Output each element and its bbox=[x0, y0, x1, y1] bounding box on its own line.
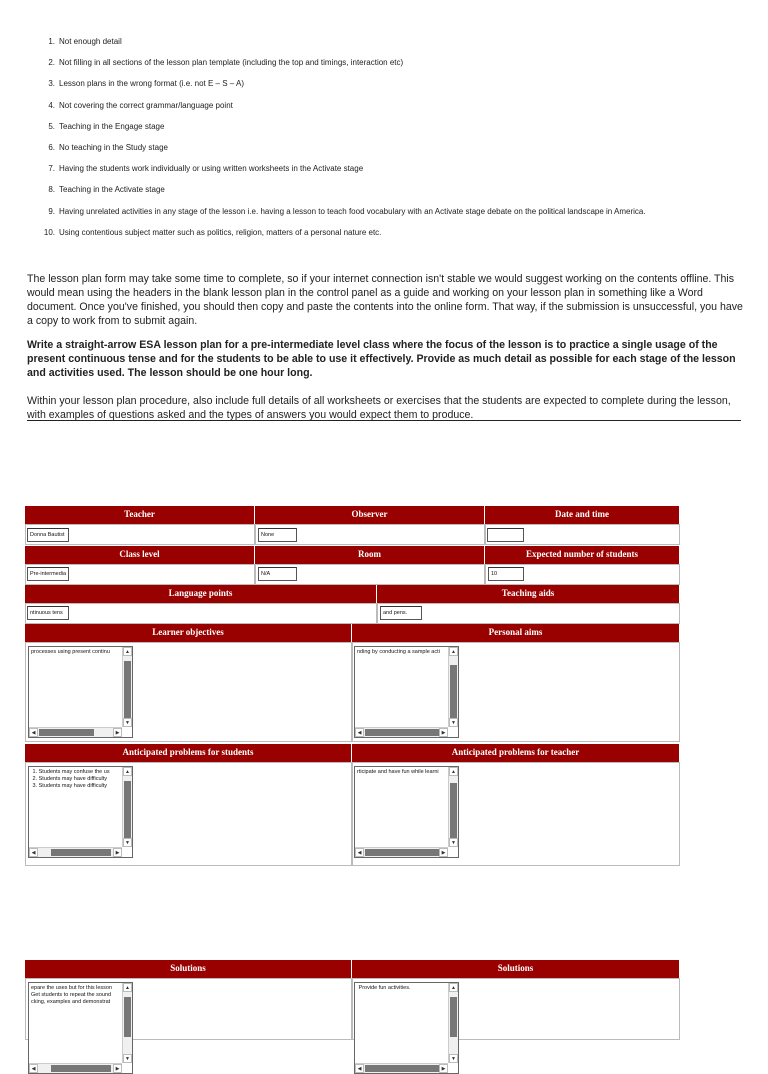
expected-students-input[interactable]: 10 bbox=[488, 567, 524, 581]
language-points-header: Language points bbox=[25, 585, 376, 603]
problems-students-textarea[interactable] bbox=[28, 766, 133, 858]
scroll-right-icon[interactable]: ▶ bbox=[439, 728, 448, 737]
horizontal-scrollbar[interactable] bbox=[355, 727, 448, 737]
class-level-header: Class level bbox=[25, 546, 254, 564]
scroll-up-icon[interactable]: ▲ bbox=[123, 767, 132, 776]
horizontal-scrollbar[interactable] bbox=[29, 1063, 122, 1073]
room-header: Room bbox=[255, 546, 484, 564]
scrollbar-thumb[interactable] bbox=[450, 783, 457, 839]
scroll-right-icon[interactable]: ▶ bbox=[113, 728, 122, 737]
language-points-cell bbox=[25, 603, 377, 624]
mistake-item bbox=[28, 119, 758, 140]
mistake-text: Not filling in all sections of the lesson plan template (including the top and timings, interaction etc) bbox=[59, 58, 404, 68]
class-level-input[interactable]: Pre-intermedia bbox=[27, 567, 69, 581]
teacher-header: Teacher bbox=[25, 506, 254, 524]
mistake-item bbox=[28, 182, 758, 203]
mistake-item bbox=[28, 98, 758, 119]
scroll-down-icon[interactable]: ▼ bbox=[123, 838, 132, 847]
mistake-number: 2. bbox=[48, 58, 55, 68]
common-mistakes-list bbox=[28, 34, 758, 246]
scroll-up-icon[interactable]: ▲ bbox=[449, 767, 458, 776]
mistake-text: Not enough detail bbox=[59, 37, 122, 46]
scroll-up-icon[interactable]: ▲ bbox=[449, 647, 458, 656]
vertical-scrollbar[interactable] bbox=[122, 647, 132, 727]
mistake-text: Teaching in the Engage stage bbox=[59, 121, 165, 131]
mistake-item bbox=[28, 55, 758, 76]
scrollbar-thumb[interactable] bbox=[51, 849, 111, 856]
scrollbar-thumb[interactable] bbox=[124, 781, 131, 841]
date-time-input[interactable] bbox=[487, 528, 524, 542]
mistake-number: 5. bbox=[48, 121, 55, 131]
task-instructions: Write a straight-arrow ESA lesson plan for a pre-intermediate level class where the focus of the lesson is to practice a single usage of the present continuous tense and for the students to be able to use it effectively. Provide as much detail as possible for each stage of the lesson and activities used. The lesson should be one hour long. bbox=[27, 339, 736, 379]
mistake-item bbox=[28, 161, 758, 182]
textarea-content: Provide fun activities. bbox=[357, 985, 411, 991]
solutions-right-textarea[interactable] bbox=[354, 982, 459, 1074]
scrollbar-thumb[interactable] bbox=[124, 997, 131, 1037]
problems-teacher-textarea[interactable] bbox=[354, 766, 459, 858]
scroll-right-icon[interactable]: ▶ bbox=[439, 1064, 448, 1073]
mistake-text: Not covering the correct grammar/language point bbox=[59, 100, 233, 110]
personal-aims-textarea[interactable] bbox=[354, 646, 459, 738]
scrollbar-thumb[interactable] bbox=[450, 665, 457, 723]
mistake-item bbox=[28, 34, 758, 55]
vertical-scrollbar[interactable] bbox=[448, 767, 458, 847]
vertical-scrollbar[interactable] bbox=[122, 767, 132, 847]
mistake-number: 9. bbox=[48, 206, 55, 216]
horizontal-scrollbar[interactable] bbox=[29, 727, 122, 737]
vertical-scrollbar[interactable] bbox=[448, 647, 458, 727]
mistake-item bbox=[28, 140, 758, 161]
personal-aims-header: Personal aims bbox=[352, 624, 679, 642]
mistake-number: 6. bbox=[48, 142, 55, 152]
mistake-text: Having the students work individually or using written worksheets in the Activate stage bbox=[59, 164, 364, 174]
scrollbar-thumb[interactable] bbox=[39, 729, 94, 736]
scroll-up-icon[interactable]: ▲ bbox=[123, 647, 132, 656]
horizontal-scrollbar[interactable] bbox=[355, 1063, 448, 1073]
horizontal-scrollbar[interactable] bbox=[355, 847, 448, 857]
mistake-item bbox=[28, 204, 758, 225]
mistake-number: 10. bbox=[43, 227, 55, 237]
scrollbar-thumb[interactable] bbox=[450, 997, 457, 1037]
mistake-number: 1. bbox=[48, 37, 55, 46]
textarea-content: 1. Students may confuse the us 2. Students may have difficulty 3. Students may have difficulty bbox=[32, 769, 110, 789]
observer-header: Observer bbox=[255, 506, 484, 524]
textarea-content: epare the uses but for this lesson Get students to repeat the sound cking, examples and demonstrat bbox=[31, 985, 113, 1005]
teacher-input[interactable]: Donna Bautist bbox=[27, 528, 69, 542]
mistake-number: 4. bbox=[48, 100, 55, 110]
textarea-content: nding by conducting a sample acti bbox=[357, 649, 440, 655]
scrollbar-thumb[interactable] bbox=[365, 729, 445, 736]
expected-students-header: Expected number of students bbox=[485, 546, 679, 564]
language-points-input[interactable]: ntinuous tens bbox=[27, 606, 69, 620]
scroll-left-icon[interactable]: ◀ bbox=[355, 728, 364, 737]
teaching-aids-input[interactable]: and pens. bbox=[380, 606, 422, 620]
scroll-down-icon[interactable]: ▼ bbox=[449, 1054, 458, 1063]
scroll-down-icon[interactable]: ▼ bbox=[123, 718, 132, 727]
intro-paragraph: The lesson plan form may take some time to complete, so if your internet connection isn't stable we would suggest working on the contents offline. This would mean using the headers in the blank lesson plan in the control panel as a guide and working on your lesson plan in something like a Word document. Once you've finished, you should then copy and paste the contents into the online form. That way, if the submission is unsuccessful, you have a copy to work from to submit again. bbox=[27, 273, 743, 327]
scrollbar-thumb[interactable] bbox=[365, 1065, 441, 1072]
scroll-down-icon[interactable]: ▼ bbox=[449, 838, 458, 847]
textarea-content: rticipate and have fun while learni bbox=[357, 769, 439, 775]
learner-objectives-header: Learner objectives bbox=[25, 624, 351, 642]
solutions-left-header: Solutions bbox=[25, 960, 351, 978]
scroll-left-icon[interactable]: ◀ bbox=[355, 1064, 364, 1073]
mistake-number: 3. bbox=[48, 79, 55, 89]
scroll-down-icon[interactable]: ▼ bbox=[449, 718, 458, 727]
mistake-text: Using contentious subject matter such as politics, religion, matters of a personal nature etc. bbox=[59, 227, 382, 237]
mistake-text: Teaching in the Activate stage bbox=[59, 185, 165, 195]
scroll-right-icon[interactable]: ▶ bbox=[113, 1064, 122, 1073]
room-input[interactable]: N/A bbox=[258, 567, 297, 581]
teaching-aids-header: Teaching aids bbox=[377, 585, 679, 603]
scroll-up-icon[interactable]: ▲ bbox=[123, 983, 132, 992]
horizontal-scrollbar[interactable] bbox=[29, 847, 122, 857]
scrollbar-thumb[interactable] bbox=[51, 1065, 111, 1072]
mistake-item bbox=[28, 76, 758, 97]
scroll-right-icon[interactable]: ▶ bbox=[439, 848, 448, 857]
mistake-number: 7. bbox=[48, 164, 55, 174]
observer-input[interactable]: None bbox=[258, 528, 297, 542]
vertical-scrollbar[interactable] bbox=[122, 983, 132, 1063]
mistake-number: 8. bbox=[48, 185, 55, 195]
learner-objectives-textarea[interactable] bbox=[28, 646, 133, 738]
scroll-left-icon[interactable]: ◀ bbox=[29, 728, 38, 737]
mistake-text: Lesson plans in the wrong format (i.e. not E – S – A) bbox=[59, 79, 244, 89]
scroll-left-icon[interactable]: ◀ bbox=[29, 1064, 38, 1073]
solutions-left-textarea[interactable] bbox=[28, 982, 133, 1074]
textarea-content: processes using present continu bbox=[31, 649, 110, 655]
solutions-right-header: Solutions bbox=[352, 960, 679, 978]
scroll-right-icon[interactable]: ▶ bbox=[113, 848, 122, 857]
problems-students-header: Anticipated problems for students bbox=[25, 744, 351, 762]
scroll-left-icon[interactable]: ◀ bbox=[355, 848, 364, 857]
mistake-text: Having unrelated activities in any stage of the lesson i.e. having a lesson to teach food vocabulary with an Activate stage debate on the political landscape in America. bbox=[59, 206, 646, 216]
scrollbar-thumb[interactable] bbox=[365, 849, 441, 856]
scroll-up-icon[interactable]: ▲ bbox=[449, 983, 458, 992]
procedure-paragraph: Within your lesson plan procedure, also include full details of all worksheets or exercises that the students are expected to complete during the lesson, with examples of questions asked and the types of answers you would expect them to produce. bbox=[27, 395, 731, 421]
scroll-left-icon[interactable]: ◀ bbox=[29, 848, 38, 857]
divider-line bbox=[27, 420, 741, 421]
teaching-aids-cell bbox=[377, 603, 680, 624]
mistake-item bbox=[28, 225, 758, 246]
problems-teacher-header: Anticipated problems for teacher bbox=[352, 744, 679, 762]
date-time-header: Date and time bbox=[485, 506, 679, 524]
scrollbar-thumb[interactable] bbox=[124, 661, 131, 723]
vertical-scrollbar[interactable] bbox=[448, 983, 458, 1063]
mistake-text: No teaching in the Study stage bbox=[59, 142, 168, 152]
scroll-down-icon[interactable]: ▼ bbox=[123, 1054, 132, 1063]
